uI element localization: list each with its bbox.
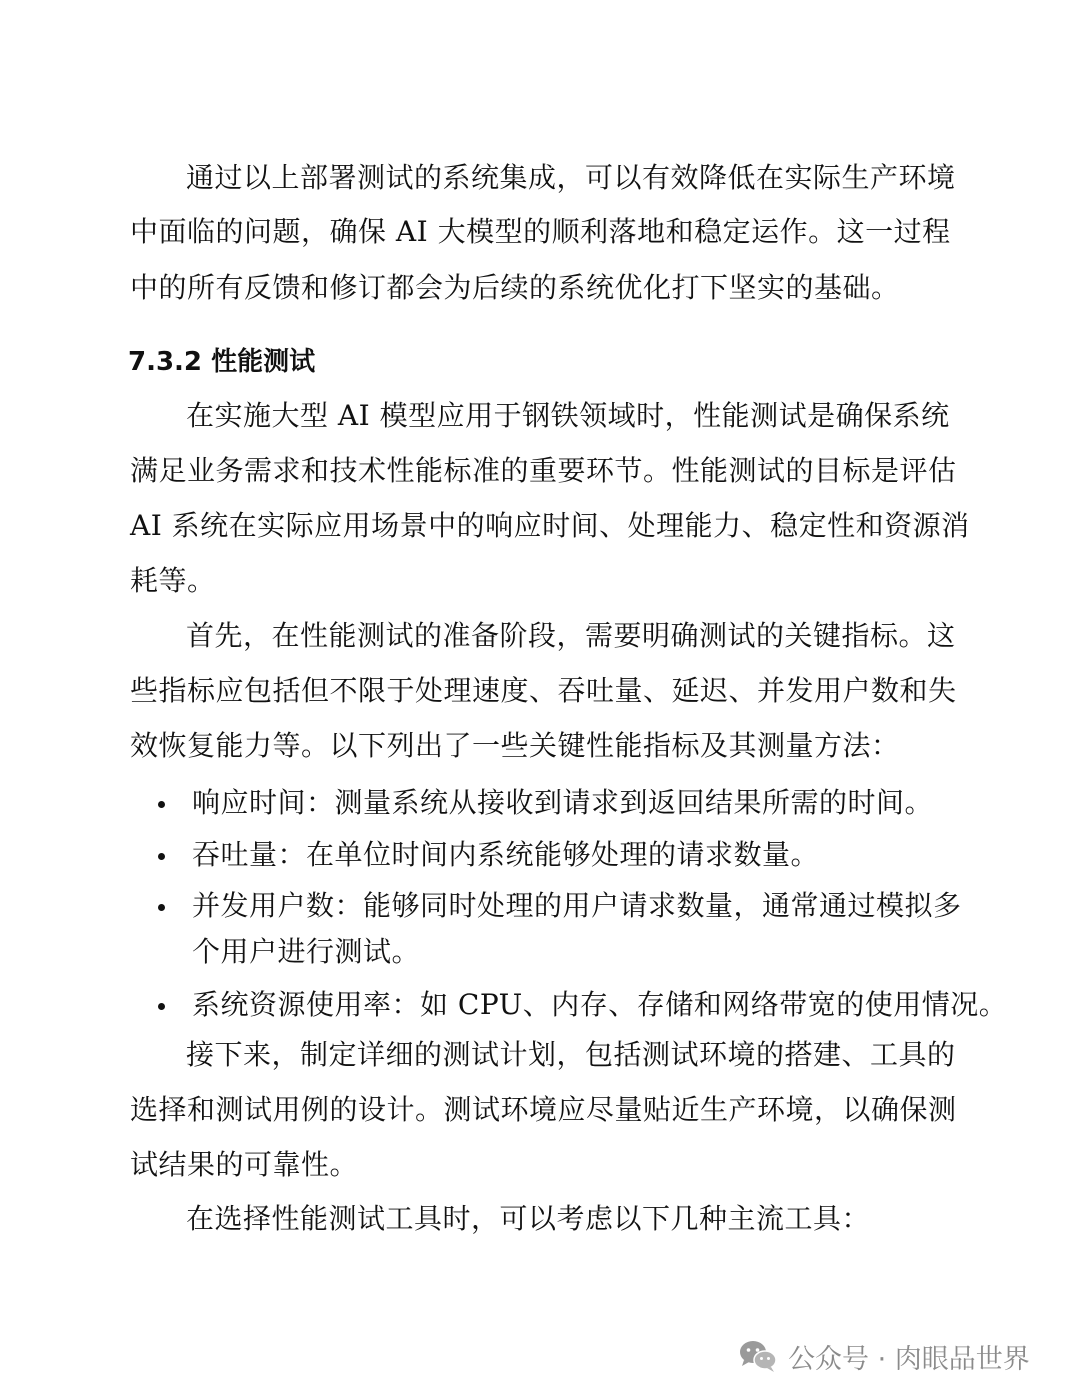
paragraph-1-line-3: AI 系统在实际应用场景中的响应时间、处理能力、稳定性和资源消: [130, 509, 970, 542]
bullet-3-line-2: 个用户进行测试。: [192, 935, 421, 968]
intro-line-1: 通过以上部署测试的系统集成，可以有效降低在实际生产环境: [186, 161, 956, 194]
bullet-4-line-1: 系统资源使用率：如 CPU、内存、存储和网络带宽的使用情况。: [192, 988, 1008, 1021]
section-heading: 7.3.2 性能测试: [128, 347, 316, 377]
paragraph-1-line-4: 耗等。: [130, 564, 216, 597]
paragraph-2-line-1: 首先，在性能测试的准备阶段，需要明确测试的关键指标。这: [186, 619, 956, 652]
paragraph-4-line-1: 在选择性能测试工具时，可以考虑以下几种主流工具：: [186, 1202, 871, 1235]
bullet-dot: [158, 1003, 165, 1010]
bullet-dot: [158, 853, 165, 860]
bullet-3-line-1: 并发用户数：能够同时处理的用户请求数量，通常通过模拟多: [192, 889, 962, 922]
watermark: [738, 1334, 1030, 1378]
paragraph-1-line-2: 满足业务需求和技术性能标准的重要环节。性能测试的目标是评估: [130, 454, 957, 487]
paragraph-3-line-3: 试结果的可靠性。: [130, 1148, 359, 1181]
paragraph-2-line-2: 些指标应包括但不限于处理速度、吞吐量、延迟、并发用户数和失: [130, 674, 957, 707]
paragraph-1-line-1: 在实施大型 AI 模型应用于钢铁领域时，性能测试是确保系统: [186, 399, 950, 432]
bullet-dot: [158, 801, 165, 808]
intro-line-2: 中面临的问题，确保 AI 大模型的顺利落地和稳定运作。这一过程: [130, 215, 951, 248]
bullet-1-line-1: 响应时间：测量系统从接收到请求到返回结果所需的时间。: [192, 786, 934, 819]
bullet-2-line-1: 吞吐量：在单位时间内系统能够处理的请求数量。: [192, 838, 820, 871]
paragraph-3-line-2: 选择和测试用例的设计。测试环境应尽量贴近生产环境，以确保测: [130, 1093, 957, 1126]
paragraph-2-line-3: 效恢复能力等。以下列出了一些关键性能指标及其测量方法：: [130, 729, 900, 762]
paragraph-3-line-1: 接下来，制定详细的测试计划，包括测试环境的搭建、工具的: [186, 1038, 956, 1071]
bullet-dot: [158, 904, 165, 911]
wechat-icon: [738, 1338, 778, 1374]
intro-line-3: 中的所有反馈和修订都会为后续的系统优化打下坚实的基础。: [130, 271, 900, 304]
watermark-text: 公众号 · 肉眼品世界: [788, 1343, 1030, 1375]
